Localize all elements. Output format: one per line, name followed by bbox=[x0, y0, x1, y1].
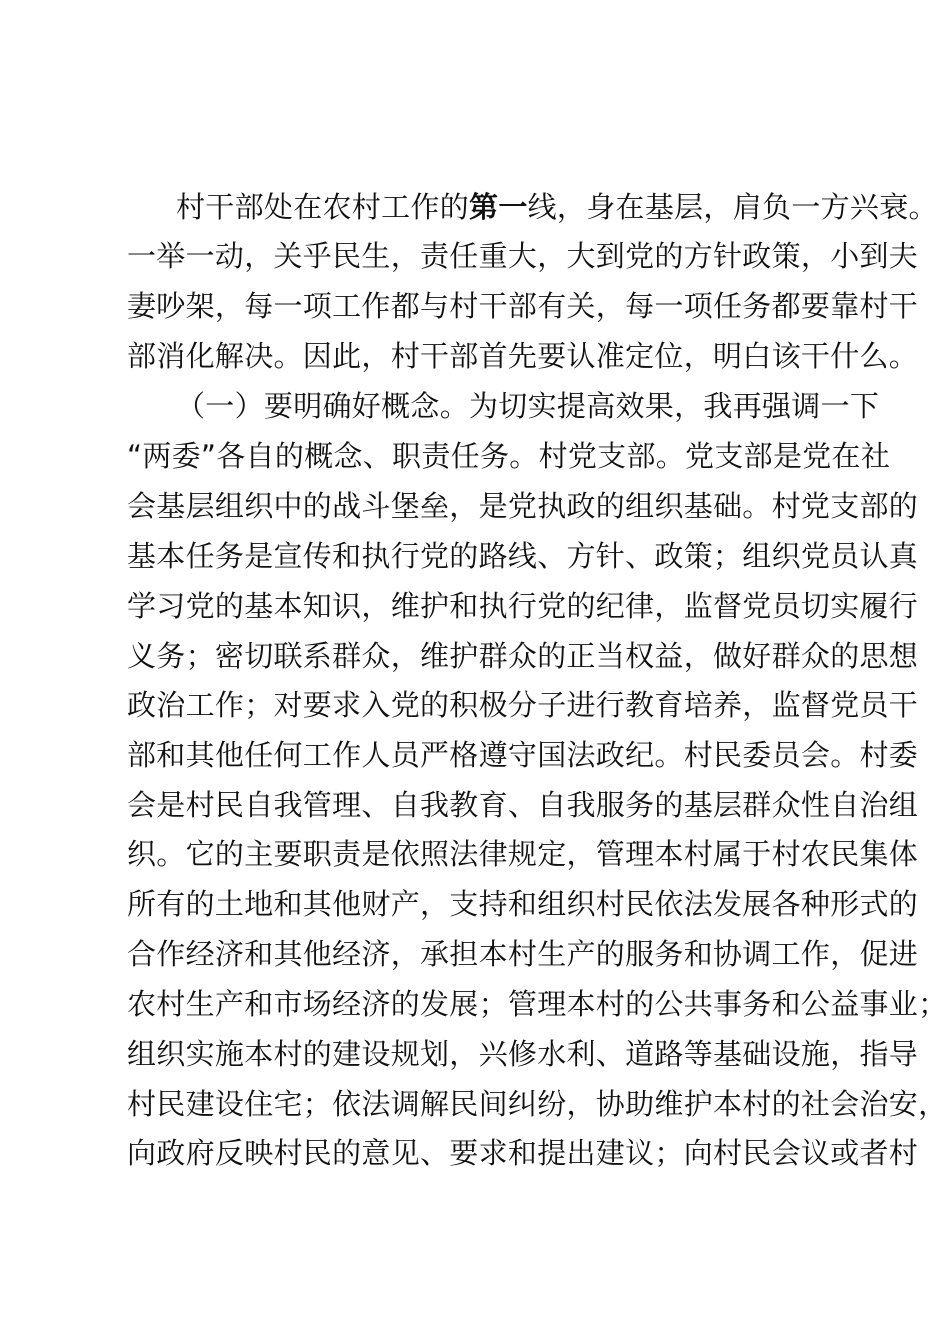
paragraph-2-line-3: 会基层组织中的战斗堡垒，是党执政的组织基础。村党支部的 bbox=[127, 489, 919, 523]
paragraph-2-line-7: 政治工作；对要求入党的积极分子进行教育培养，监督党员干 bbox=[127, 688, 919, 722]
paragraph-2-line-6: 义务；密切联系群众，维护群众的正当权益，做好群众的思想 bbox=[127, 639, 919, 673]
paragraph-2-line-11: 所有的土地和其他财产，支持和组织村民依法发展各种形式的 bbox=[127, 887, 919, 921]
paragraph-2-line-8: 部和其他任何工作人员严格遵守国法政纪。村民委员会。村委 bbox=[127, 738, 919, 772]
text-run: 线，身在基层，肩负一方兴衰。 bbox=[527, 190, 938, 224]
paragraph-2-line-13: 农村生产和市场经济的发展；管理本村的公共事务和公益事业； bbox=[127, 987, 948, 1021]
paragraph-2-line-1: （一）要明确好概念。为切实提高效果，我再强调一下 bbox=[176, 389, 880, 423]
bold-text-run: 第一 bbox=[469, 190, 528, 224]
paragraph-1-line-4: 部消化解决。因此，村干部首先要认准定位，明白该干什么。 bbox=[127, 339, 919, 373]
paragraph-2-line-4: 基本任务是宣传和执行党的路线、方针、政策；组织党员认真 bbox=[127, 539, 919, 573]
paragraph-2-line-14: 组织实施本村的建设规划，兴修水利、道路等基础设施，指导 bbox=[127, 1037, 919, 1071]
paragraph-2-line-16: 向政府反映村民的意见、要求和提出建议；向村民会议或者村 bbox=[127, 1136, 919, 1170]
paragraph-2-line-5: 学习党的基本知识，维护和执行党的纪律，监督党员切实履行 bbox=[127, 589, 919, 623]
paragraph-2-line-15: 村民建设住宅；依法调解民间纠纷，协助维护本村的社会治安， bbox=[127, 1087, 948, 1121]
paragraph-1-line-2: 一举一动，关乎民生，责任重大，大到党的方针政策，小到夫 bbox=[127, 239, 919, 273]
paragraph-2-line-12: 合作经济和其他经济，承担本村生产的服务和协调工作，促进 bbox=[127, 937, 919, 971]
paragraph-2-line-2: “两委”各自的概念、职责任务。村党支部。党支部是党在社 bbox=[127, 439, 891, 473]
paragraph-2-line-10: 织。它的主要职责是依照法律规定，管理本村属于村农民集体 bbox=[127, 837, 919, 871]
paragraph-1-line-1 bbox=[176, 185, 938, 229]
paragraph-1-line-3: 妻吵架，每一项工作都与村干部有关，每一项任务都要靠村干 bbox=[127, 289, 919, 323]
text-run: 村干部处在农村工作的 bbox=[176, 190, 470, 224]
paragraph-2-line-9: 会是村民自我管理、自我教育、自我服务的基层群众性自治组 bbox=[127, 788, 919, 822]
